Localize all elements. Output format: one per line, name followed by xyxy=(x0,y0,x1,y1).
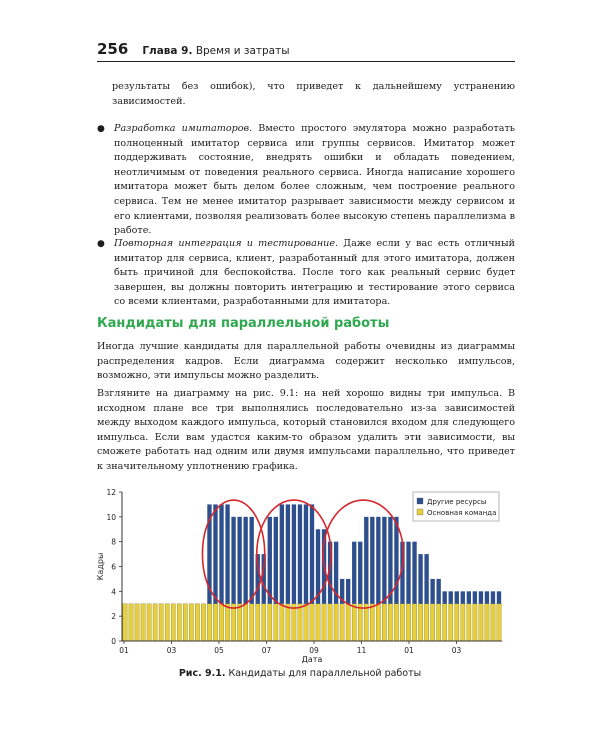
bar-core-team xyxy=(455,604,459,641)
bar-core-team xyxy=(491,604,495,641)
legend-swatch xyxy=(417,498,423,504)
bar-other-resources xyxy=(274,517,278,604)
y-tick-label: 12 xyxy=(106,488,116,497)
bar-core-team xyxy=(328,604,332,641)
bar-other-resources xyxy=(418,554,422,604)
y-tick-label: 8 xyxy=(111,537,116,547)
chapter-name: Время и затраты xyxy=(195,45,290,57)
bar-core-team xyxy=(358,604,362,641)
bar-other-resources xyxy=(298,504,302,603)
bar-core-team xyxy=(352,604,356,641)
bar-core-team xyxy=(467,604,471,641)
bar-other-resources xyxy=(213,504,217,603)
x-tick-label: 01 xyxy=(119,646,129,655)
bar-core-team xyxy=(298,604,302,641)
bar-core-team xyxy=(430,604,434,641)
bar-core-team xyxy=(195,604,199,641)
bar-other-resources xyxy=(292,504,296,603)
bar-core-team xyxy=(346,604,350,641)
x-axis-label: Дата xyxy=(301,655,323,664)
bar-other-resources xyxy=(430,579,434,604)
bar-other-resources xyxy=(370,517,374,604)
bar-core-team xyxy=(424,604,428,641)
paragraph-figure-reference: Взгляните на диаграмму на рис. 9.1: на ней хорошо видны три импульса. В исходном плане все три выполнялись последовательно из-за зависимостей между выходом каждого импульса, который становился входом для следующего импульса. Если вам удастся каким-то образом удалить эти зависимости, вы сможете работать над одним или двумя импульсами параллельно, что приведет к значительному уплотнению графика. xyxy=(97,388,515,472)
bar-core-team xyxy=(485,604,489,641)
bar-other-resources xyxy=(479,591,483,603)
bar-other-resources xyxy=(412,542,416,604)
bar-other-resources xyxy=(304,504,308,603)
bar-other-resources xyxy=(382,517,386,604)
bar-core-team xyxy=(256,604,260,641)
bar-core-team xyxy=(207,604,211,641)
bar-core-team xyxy=(231,604,235,641)
bar-other-resources xyxy=(473,591,477,603)
bar-other-resources xyxy=(491,591,495,603)
bar-other-resources xyxy=(376,517,380,604)
bar-core-team xyxy=(322,604,326,641)
bar-other-resources xyxy=(268,517,272,604)
y-tick-label: 10 xyxy=(106,512,116,522)
legend-swatch xyxy=(417,509,423,515)
bar-other-resources xyxy=(352,542,356,604)
bar-other-resources xyxy=(394,517,398,604)
bar-core-team xyxy=(262,604,266,641)
bar-core-team xyxy=(213,604,217,641)
bar-core-team xyxy=(394,604,398,641)
x-tick-label: 07 xyxy=(261,646,272,655)
staffing-chart xyxy=(95,482,515,664)
bar-core-team xyxy=(382,604,386,641)
bar-other-resources xyxy=(310,504,314,603)
caption-label: Рис. 9.1. xyxy=(178,668,226,679)
bar-other-resources xyxy=(467,591,471,603)
bar-core-team xyxy=(171,604,175,641)
bar-core-team xyxy=(219,604,223,641)
bar-other-resources xyxy=(225,504,229,603)
bar-core-team xyxy=(292,604,296,641)
bar-core-team xyxy=(406,604,410,641)
bar-core-team xyxy=(461,604,465,641)
bar-other-resources xyxy=(497,591,501,603)
bar-other-resources xyxy=(219,504,223,603)
bullet-icon: ● xyxy=(97,124,105,134)
bar-core-team xyxy=(370,604,374,641)
bar-other-resources xyxy=(237,517,241,604)
bullet-term: Повторная интеграция и тестирование. xyxy=(114,238,339,249)
bar-core-team xyxy=(189,604,193,641)
bar-other-resources xyxy=(424,554,428,604)
bar-other-resources xyxy=(443,591,447,603)
x-tick-label: 11 xyxy=(356,646,367,655)
bar-core-team xyxy=(250,604,254,641)
legend-label: Основная команда xyxy=(427,509,497,517)
bar-core-team xyxy=(153,604,157,641)
bar-core-team xyxy=(280,604,284,641)
chapter-title xyxy=(142,45,289,57)
bar-core-team xyxy=(183,604,187,641)
bar-core-team xyxy=(268,604,272,641)
bar-core-team xyxy=(364,604,368,641)
y-axis-label: Кадры xyxy=(96,552,105,581)
bar-other-resources xyxy=(243,517,247,604)
section-heading: Кандидаты для параллельной работы xyxy=(97,316,390,331)
bar-core-team xyxy=(177,604,181,641)
bar-core-team xyxy=(159,604,163,641)
bullet-icon: ● xyxy=(97,239,105,249)
y-tick-label: 6 xyxy=(111,562,116,572)
bar-other-resources xyxy=(461,591,465,603)
legend-label: Другие ресурсы xyxy=(427,498,487,506)
bar-other-resources xyxy=(231,517,235,604)
bar-other-resources xyxy=(406,542,410,604)
bar-other-resources xyxy=(358,542,362,604)
bar-core-team xyxy=(201,604,205,641)
bar-core-team xyxy=(141,604,145,641)
bar-other-resources xyxy=(286,504,290,603)
running-header xyxy=(97,40,517,62)
intro-continuation: результаты без ошибок), что приведет к дальнейшему устранению зависимостей. xyxy=(112,81,515,107)
x-tick-label: 03 xyxy=(451,646,462,655)
bar-other-resources xyxy=(250,517,254,604)
bar-core-team xyxy=(310,604,314,641)
bar-other-resources xyxy=(280,504,284,603)
caption-text: Кандидаты для параллельной работы xyxy=(225,668,422,679)
x-tick-label: 01 xyxy=(404,646,414,655)
bar-core-team xyxy=(473,604,477,641)
bar-core-team xyxy=(165,604,169,641)
bar-core-team xyxy=(274,604,278,641)
bar-core-team xyxy=(436,604,440,641)
bar-core-team xyxy=(443,604,447,641)
bar-core-team xyxy=(497,604,501,641)
bar-core-team xyxy=(129,604,133,641)
bar-core-team xyxy=(376,604,380,641)
x-tick-label: 05 xyxy=(214,646,224,655)
bar-core-team xyxy=(237,604,241,641)
bar-other-resources xyxy=(485,591,489,603)
y-tick-label: 2 xyxy=(111,612,116,622)
bar-core-team xyxy=(418,604,422,641)
bullet-simulators xyxy=(97,122,515,239)
y-tick-label: 4 xyxy=(111,587,116,597)
bar-core-team xyxy=(147,604,151,641)
bar-other-resources xyxy=(449,591,453,603)
chapter-label: Глава 9. xyxy=(142,45,193,57)
bar-core-team xyxy=(412,604,416,641)
bar-other-resources xyxy=(346,579,350,604)
y-tick-label: 0 xyxy=(111,637,116,646)
figure-caption xyxy=(0,668,600,679)
paragraph-candidates: Иногда лучшие кандидаты для параллельной работы очевидны из диаграммы распределения кадров. Если диаграмма содержит несколько импульсов, возможно, эти импульсы можно разделить. xyxy=(97,341,515,382)
bar-core-team xyxy=(286,604,290,641)
bar-core-team xyxy=(135,604,139,641)
bar-core-team xyxy=(304,604,308,641)
bar-core-team xyxy=(479,604,483,641)
bar-core-team xyxy=(316,604,320,641)
bar-core-team xyxy=(388,604,392,641)
bar-core-team xyxy=(400,604,404,641)
bullet-text: Даже если у вас есть отличный имитатор для сервиса, клиент, разработанный для этого имитатора, должен быть причиной для беспокойства. После того как реальный сервис будет завершен, вы должны повторить интеграцию и тестирование этого сервиса со всеми клиентами, разработанными для имитатора. xyxy=(114,238,515,308)
bullet-text: Вместо простого эмулятора можно разработать полноценный имитатор сервиса или группы сервисов. Имитатор может поддерживать состояние, внедрять ошибки и обладать поведением, неотличимым от поведения реального сервиса. Иногда написание хорошего имитатора может быть делом более сложным, чем построение реального сервиса. Тем не менее имитатор разрывает зависимости между сервисом и его клиентами, позволяя реализовать более высокую степень параллелизма в работе. xyxy=(114,123,515,237)
header-rule xyxy=(97,61,515,62)
bar-other-resources xyxy=(364,517,368,604)
bar-core-team xyxy=(123,604,127,641)
page-number: 256 xyxy=(97,40,129,58)
bar-core-team xyxy=(334,604,338,641)
x-tick-label: 09 xyxy=(309,646,319,655)
x-tick-label: 03 xyxy=(166,646,177,655)
bullet-term: Разработка имитаторов. xyxy=(114,123,253,134)
bar-core-team xyxy=(243,604,247,641)
bar-other-resources xyxy=(455,591,459,603)
bar-core-team xyxy=(225,604,229,641)
bar-core-team xyxy=(449,604,453,641)
bar-core-team xyxy=(340,604,344,641)
bullet-reintegration xyxy=(97,237,515,310)
bar-other-resources xyxy=(436,579,440,604)
